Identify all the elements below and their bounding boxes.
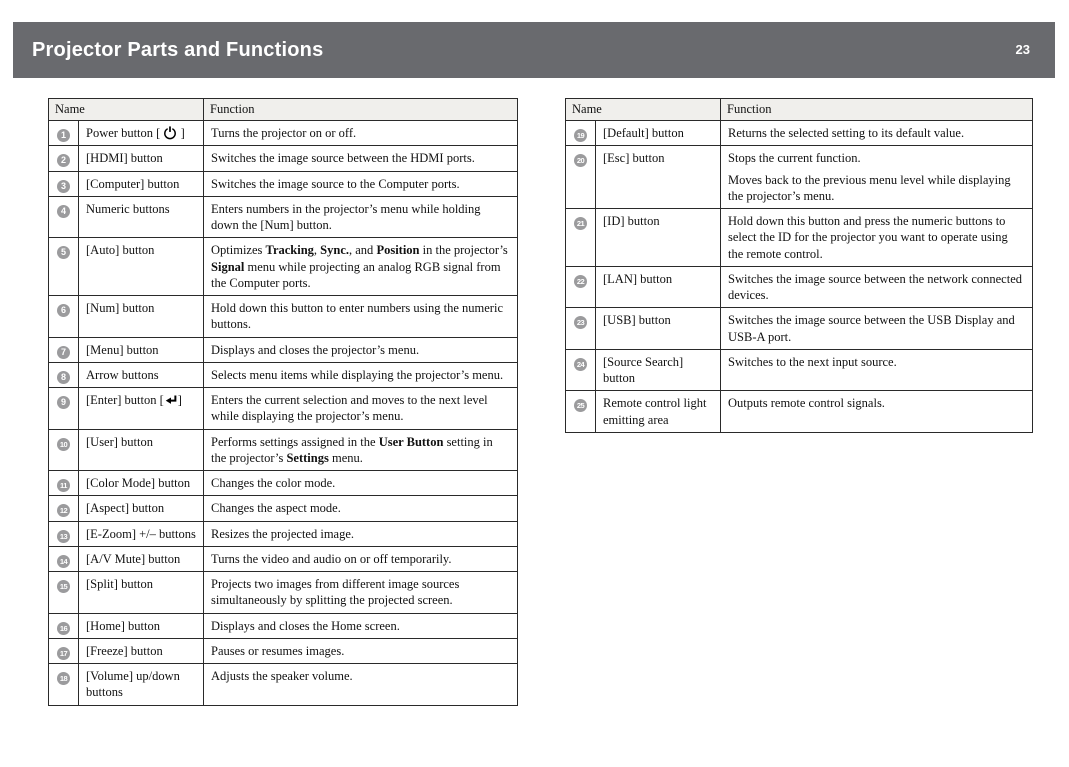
row-number-cell (49, 388, 79, 430)
function-paragraph: Hold down this button to enter numbers using the numeric buttons. (211, 301, 503, 332)
table-header-row (49, 99, 518, 121)
table-row (49, 238, 518, 296)
function-paragraph: Outputs remote control signals. (728, 396, 885, 411)
row-number-badge: 24 (574, 358, 587, 371)
table-row (566, 349, 1033, 391)
bold-term: Signal (211, 259, 245, 274)
part-name-cell: [Aspect] button (79, 496, 204, 521)
function-paragraph (211, 434, 511, 467)
function-paragraph: Moves back to the previous menu level while displaying the projector’s menu. (728, 172, 1011, 203)
text-segment: Optimizes (211, 243, 266, 258)
function-paragraph: Pauses or resumes images. (211, 643, 345, 658)
part-name-cell: [Computer] button (79, 171, 204, 196)
text-segment: setting in the projector’s (211, 434, 493, 465)
function-paragraph: Adjusts the speaker volume. (211, 669, 353, 683)
part-name-cell: Remote control light emitting area (596, 391, 721, 433)
row-number-cell (49, 362, 79, 387)
part-name-cell: [Volume] up/down buttons (79, 664, 204, 706)
row-number-cell (566, 266, 596, 308)
function-paragraph: Changes the color mode. (211, 476, 336, 490)
table-row (49, 362, 518, 387)
table-row (49, 121, 518, 146)
row-number-cell (49, 613, 79, 638)
function-paragraph: Displays and closes the projector’s menu. (211, 342, 420, 357)
row-number-badge: 1 (57, 129, 70, 142)
function-paragraph: Selects menu items while displaying the projector’s menu. (211, 367, 504, 382)
row-number-cell (566, 146, 596, 209)
part-name-cell: [User] button (79, 429, 204, 471)
table-row (49, 613, 518, 638)
row-number-cell (566, 121, 596, 146)
column-header-name: Name (566, 99, 721, 121)
part-function-cell (204, 171, 518, 196)
row-number-badge: 2 (57, 154, 70, 167)
function-paragraph: Turns the video and audio on or off temporarily. (211, 551, 452, 566)
row-number-cell (566, 391, 596, 433)
parts-table-left (48, 98, 518, 706)
row-number-badge: 25 (574, 399, 587, 412)
text-segment: , and (349, 243, 377, 258)
text-segment: Performs settings assigned in the (211, 434, 379, 449)
bold-term: Settings (286, 450, 329, 465)
table-row (49, 388, 518, 430)
function-paragraph: Turns the projector on or off. (211, 126, 357, 140)
part-function-cell (204, 146, 518, 171)
function-paragraph: Switches to the next input source. (728, 354, 897, 369)
table-row (49, 572, 518, 614)
part-function-cell (204, 496, 518, 521)
row-number-badge: 15 (57, 580, 70, 593)
parts-table-right (565, 98, 1033, 433)
row-number-badge: 7 (57, 346, 70, 359)
table-row (566, 266, 1033, 308)
row-number-cell (49, 521, 79, 546)
row-number-badge: 14 (57, 555, 70, 568)
part-function-cell (721, 121, 1033, 146)
table-row (49, 171, 518, 196)
row-number-badge: 6 (57, 304, 70, 317)
row-number-badge: 10 (57, 438, 70, 451)
part-function-cell (204, 546, 518, 571)
bold-term: Position (376, 243, 420, 258)
row-number-badge: 17 (57, 647, 70, 660)
part-function-cell (204, 572, 518, 614)
row-number-cell (49, 638, 79, 663)
row-number-cell (566, 349, 596, 391)
part-name-cell: [A/V Mute] button (79, 546, 204, 571)
row-number-cell (49, 196, 79, 238)
part-name-cell: [Enter] button [ ] (79, 388, 204, 430)
part-function-cell (721, 391, 1033, 433)
part-name-cell: [ID] button (596, 209, 721, 267)
part-name-cell: [USB] button (596, 308, 721, 350)
part-function-cell (721, 349, 1033, 391)
function-paragraph (211, 242, 511, 291)
part-function-cell (204, 296, 518, 338)
row-number-cell (49, 238, 79, 296)
row-number-badge: 13 (57, 530, 70, 543)
table-row (49, 296, 518, 338)
part-function-cell (204, 196, 518, 238)
function-paragraph: Switches the image source between the HDMI ports. (211, 151, 475, 166)
function-paragraph: Switches the image source to the Computer ports. (211, 176, 460, 191)
text-segment: , (313, 243, 321, 258)
part-function-cell (721, 146, 1033, 209)
part-function-cell (204, 471, 518, 496)
part-function-cell (204, 238, 518, 296)
row-number-badge: 23 (574, 316, 587, 329)
part-name-cell: [Esc] button (596, 146, 721, 209)
table-row (49, 471, 518, 496)
part-name-cell: [Freeze] button (79, 638, 204, 663)
table-row (49, 429, 518, 471)
part-function-cell (204, 521, 518, 546)
part-name-cell: [Num] button (79, 296, 204, 338)
table-row (566, 121, 1033, 146)
page-number: 23 (1015, 42, 1030, 57)
function-paragraph: Displays and closes the Home screen. (211, 618, 400, 633)
row-number-cell (49, 496, 79, 521)
table-row (49, 337, 518, 362)
part-function-cell (204, 337, 518, 362)
row-number-cell (566, 308, 596, 350)
part-name-cell: [Home] button (79, 613, 204, 638)
row-number-badge: 4 (57, 205, 70, 218)
function-paragraph: Enters the current selection and moves to the next level while displaying the projector’s menu. (211, 393, 488, 424)
part-function-cell (204, 362, 518, 387)
column-header-function: Function (721, 99, 1033, 121)
row-number-cell (49, 296, 79, 338)
row-number-badge: 21 (574, 217, 587, 230)
row-number-badge: 20 (574, 154, 587, 167)
row-number-badge: 8 (57, 371, 70, 384)
text-segment: menu while projecting an analog RGB signal from the Computer ports. (211, 259, 501, 290)
row-number-badge: 9 (57, 396, 70, 409)
function-paragraph: Projects two images from different image sources simultaneously by splitting the projected screen. (211, 577, 460, 608)
row-number-cell (566, 209, 596, 267)
function-paragraph: Switches the image source between the USB Display and USB-A port. (728, 313, 1015, 344)
row-number-cell (49, 337, 79, 362)
row-number-cell (49, 572, 79, 614)
text-segment: menu. (328, 450, 363, 465)
part-name-cell: Numeric buttons (79, 196, 204, 238)
enter-icon (164, 393, 178, 407)
part-function-cell (204, 664, 518, 706)
part-function-cell (721, 266, 1033, 308)
row-number-badge: 22 (574, 275, 587, 288)
row-number-badge: 12 (57, 504, 70, 517)
function-paragraph: Enters numbers in the projector’s menu while holding down the [Num] button. (211, 201, 481, 232)
table-row (49, 638, 518, 663)
function-paragraph: Changes the aspect mode. (211, 501, 341, 516)
bold-term: Sync. (320, 243, 349, 258)
table-row (49, 546, 518, 571)
bold-term: User Button (378, 434, 444, 449)
table-row (49, 146, 518, 171)
text-segment: in the projector’s (419, 243, 508, 258)
row-number-cell (49, 121, 79, 146)
part-function-cell (204, 121, 518, 146)
column-header-function: Function (204, 99, 518, 121)
row-number-cell (49, 664, 79, 706)
function-paragraph: Switches the image source between the network connected devices. (728, 271, 1023, 302)
column-header-name: Name (49, 99, 204, 121)
table-row (566, 391, 1033, 433)
part-name-cell: [Menu] button (79, 337, 204, 362)
row-number-cell (49, 471, 79, 496)
part-name-cell: Arrow buttons (79, 362, 204, 387)
part-name-cell: [LAN] button (596, 266, 721, 308)
row-number-badge: 11 (57, 479, 70, 492)
row-number-cell (49, 171, 79, 196)
row-number-cell (49, 146, 79, 171)
part-function-cell (721, 308, 1033, 350)
part-name-cell: [E-Zoom] +/– buttons (79, 521, 204, 546)
header-bar (13, 22, 1055, 78)
row-number-badge: 18 (57, 672, 70, 685)
part-function-cell (204, 638, 518, 663)
row-number-badge: 19 (574, 129, 587, 142)
function-paragraph: Stops the current function. (728, 151, 861, 166)
part-name-cell: [Split] button (79, 572, 204, 614)
table-row (49, 521, 518, 546)
row-number-badge: 16 (57, 622, 70, 635)
table-row (566, 146, 1033, 209)
part-function-cell (204, 429, 518, 471)
bold-term: Tracking (265, 243, 314, 258)
table-row (49, 196, 518, 238)
part-function-cell (204, 388, 518, 430)
part-name-cell: [Source Search] button (596, 349, 721, 391)
row-number-badge: 5 (57, 246, 70, 259)
table-row (566, 308, 1033, 350)
function-paragraph: Resizes the projected image. (211, 526, 355, 541)
part-name-cell: [Default] button (596, 121, 721, 146)
part-name-cell: [Auto] button (79, 238, 204, 296)
part-name-cell: Power button [ ] (79, 121, 204, 146)
table-row (49, 664, 518, 706)
function-paragraph: Hold down this button and press the numeric buttons to select the ID for the projector you want to operate using the remote control. (728, 214, 1008, 261)
table-row (49, 496, 518, 521)
part-function-cell (204, 613, 518, 638)
table-row (566, 209, 1033, 267)
part-name-cell: [HDMI] button (79, 146, 204, 171)
row-number-cell (49, 546, 79, 571)
row-number-cell (49, 429, 79, 471)
function-paragraph: Returns the selected setting to its default value. (728, 126, 965, 140)
row-number-badge: 3 (57, 180, 70, 193)
part-name-cell: [Color Mode] button (79, 471, 204, 496)
power-icon (163, 126, 177, 140)
part-function-cell (721, 209, 1033, 267)
page-title: Projector Parts and Functions (32, 39, 324, 61)
table-header-row (566, 99, 1033, 121)
